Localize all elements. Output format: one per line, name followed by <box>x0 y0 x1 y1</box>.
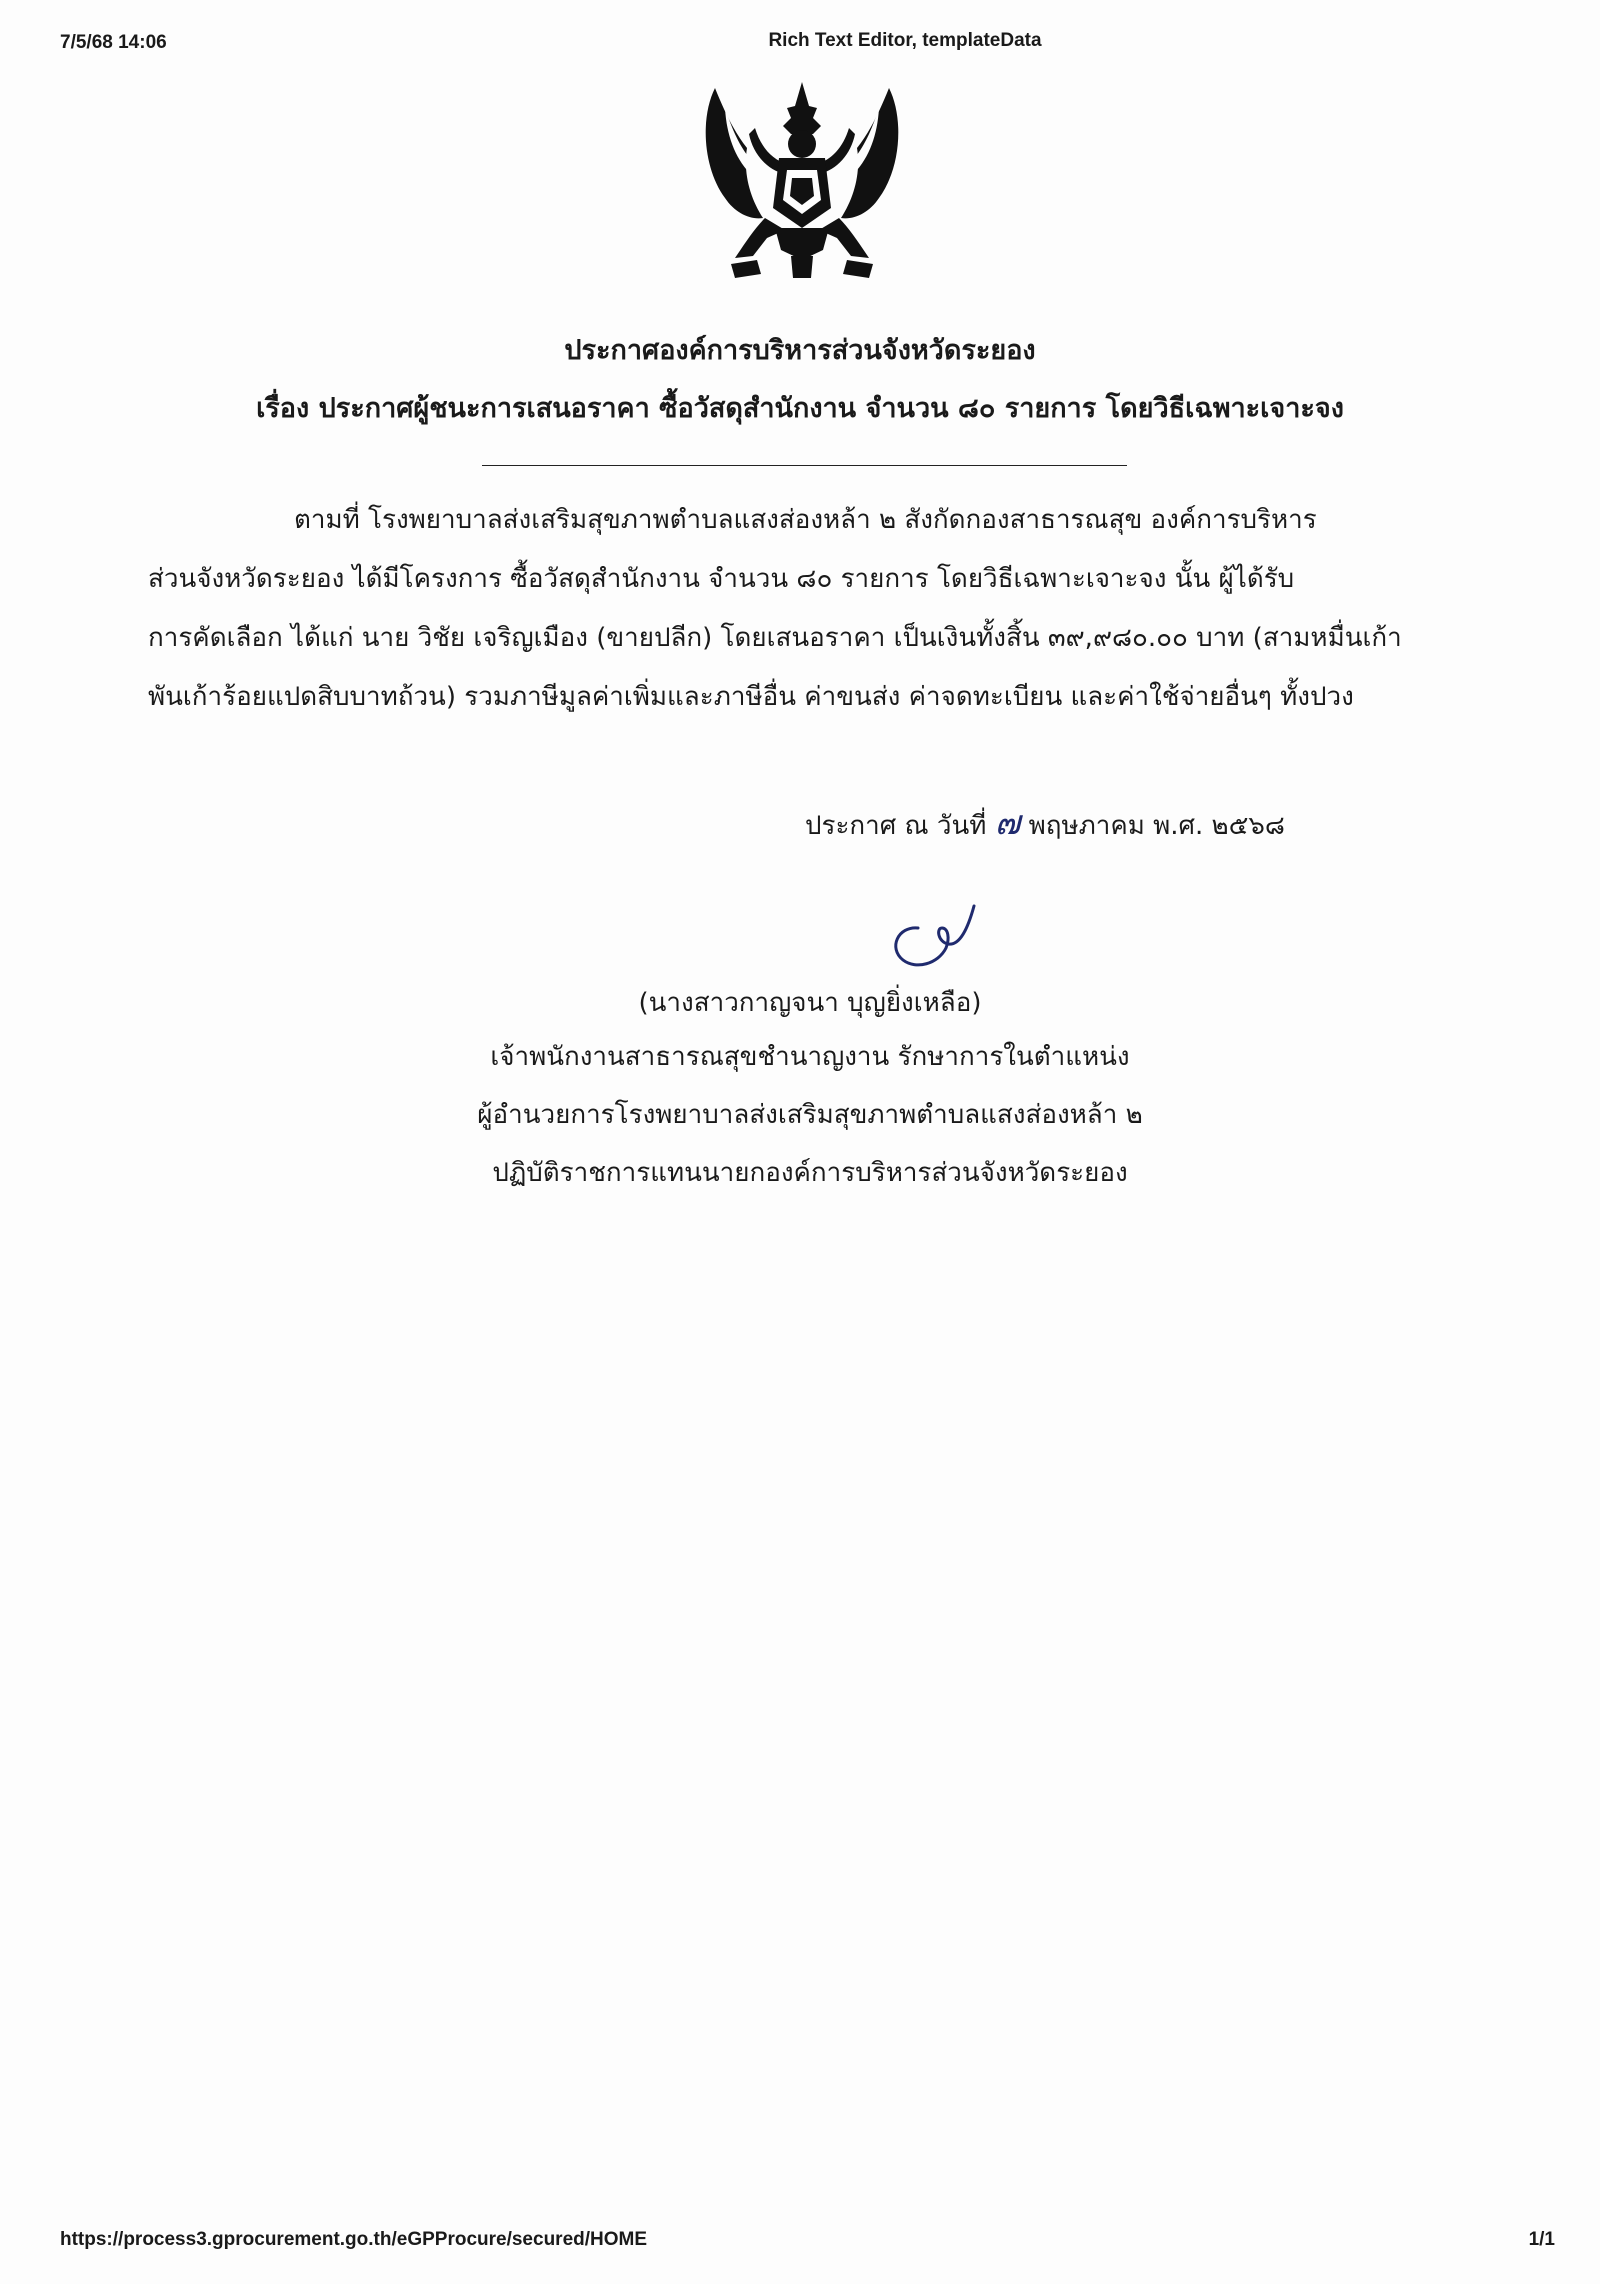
title-divider <box>482 465 1127 466</box>
signatory-name: (นางสาวกาญจนา บุญยิ่งเหลือ) <box>638 988 982 1018</box>
signatory-position: ผู้อำนวยการโรงพยาบาลส่งเสริมสุขภาพตำบลแสงส่องหล้า ๒ <box>477 1100 1143 1130</box>
announcement-date <box>805 795 1285 849</box>
date-suffix: พฤษภาคม พ.ศ. ๒๕๖๘ <box>1028 811 1285 841</box>
signature-mark <box>878 898 988 978</box>
date-prefix: ประกาศ ณ วันที่ <box>805 811 987 841</box>
garuda-emblem-icon <box>695 78 909 288</box>
date-day-handwritten: ๗ <box>994 803 1021 843</box>
body-line: พันเก้าร้อยแปดสิบบาทถ้วน) รวมภาษีมูลค่าเพิ่มและภาษีอื่น ค่าขนส่ง ค่าจดทะเบียน และค่าใช้จ่ายอื่นๆ ทั้งปวง <box>148 682 1354 712</box>
print-url: https://process3.gprocurement.go.th/eGPProcure/secured/HOME <box>60 2229 648 2250</box>
print-datetime: 7/5/68 14:06 <box>60 32 167 53</box>
signatory-position: เจ้าพนักงานสาธารณสุขชำนาญงาน รักษาการในตำแหน่ง <box>490 1042 1130 1072</box>
signatory-position: ปฏิบัติราชการแทนนายกองค์การบริหารส่วนจังหวัดระยอง <box>492 1158 1128 1188</box>
print-page-number: 1/1 <box>1528 2229 1555 2250</box>
announcement-title: ประกาศองค์การบริหารส่วนจังหวัดระยอง <box>564 335 1036 366</box>
body-line: ส่วนจังหวัดระยอง ได้มีโครงการ ซื้อวัสดุสำนักงาน จำนวน ๘๐ รายการ โดยวิธีเฉพาะเจาะจง นั้น ผู้ได้รับ <box>148 564 1295 594</box>
announcement-subject: เรื่อง ประกาศผู้ชนะการเสนอราคา ซื้อวัสดุสำนักงาน จำนวน ๘๐ รายการ โดยวิธีเฉพาะเจาะจง <box>256 393 1344 424</box>
body-line: ตามที่ โรงพยาบาลส่งเสริมสุขภาพตำบลแสงส่องหล้า ๒ สังกัดกองสาธารณสุข องค์การบริหาร <box>294 505 1317 535</box>
body-line: การคัดเลือก ได้แก่ นาย วิชัย เจริญเมือง (ขายปลีก) โดยเสนอราคา เป็นเงินทั้งสิ้น ๓๙,๙๘๐.๐๐ บาท (สามหมื่นเก้า <box>148 623 1402 653</box>
announcement-body <box>148 491 1448 727</box>
print-window-title: Rich Text Editor, templateData <box>768 30 1042 51</box>
